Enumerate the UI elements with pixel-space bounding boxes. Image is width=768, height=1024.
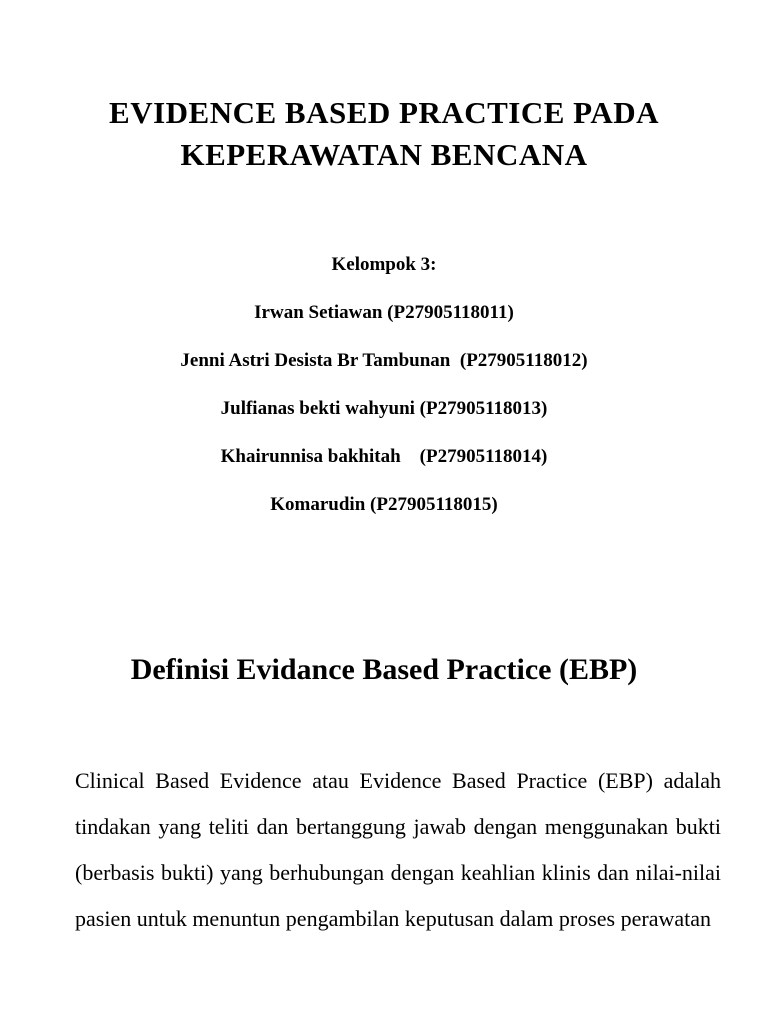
main-title xyxy=(40,92,728,176)
main-title-line-1: EVIDENCE BASED PRACTICE PADA xyxy=(109,95,659,130)
definition-slide xyxy=(0,630,768,1024)
definition-heading: Definisi Evidance Based Practice (EBP) xyxy=(130,653,638,686)
definition-paragraph: Clinical Based Evidence atau Evidence Based Practice (EBP) adalah tindakan yang teliti dan bertanggung jawab dengan menggunakan bukti (berbasis bukti) yang berhubungan dengan keahlian klinis dan nilai-nilai pasien untuk menuntun pengambilan keputusan dalam proses perawatan xyxy=(75,768,721,931)
group-label: Kelompok 3: xyxy=(331,254,437,275)
main-title-line-2: KEPERAWATAN BENCANA xyxy=(180,137,588,172)
member-item: Julfianas bekti wahyuni (P27905118013) xyxy=(220,398,548,419)
member-item: Irwan Setiawan (P27905118011) xyxy=(254,302,514,323)
group-member-list xyxy=(40,250,728,538)
member-item: Jenni Astri Desista Br Tambunan (P27905118012) xyxy=(180,350,588,371)
member-item: Khairunnisa bakhitah (P27905118014) xyxy=(220,446,548,467)
member-item: Komarudin (P27905118015) xyxy=(270,494,498,515)
